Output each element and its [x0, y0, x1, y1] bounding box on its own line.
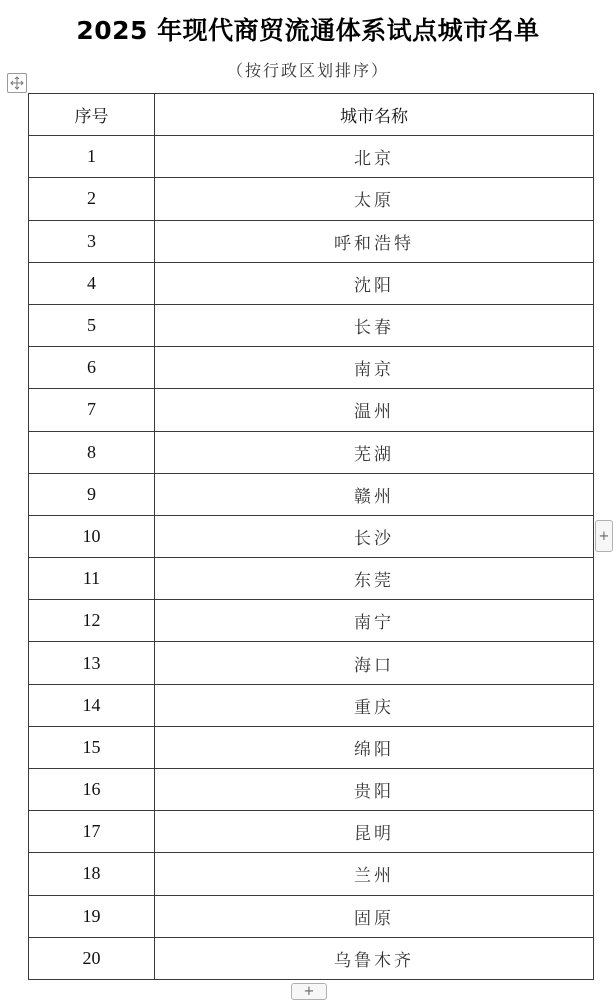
add-column-button[interactable]: +	[595, 520, 613, 552]
row-city-name: 长沙	[155, 515, 594, 557]
row-index: 15	[29, 726, 155, 768]
row-index: 1	[29, 136, 155, 178]
row-city-name: 呼和浩特	[155, 220, 594, 262]
document-subtitle: （按行政区划排序）	[226, 61, 389, 80]
row-city-name: 北京	[155, 136, 594, 178]
table-row	[29, 726, 594, 768]
row-city-name: 赣州	[155, 473, 594, 515]
row-city-name: 乌鲁木齐	[155, 937, 594, 979]
table-row	[29, 389, 594, 431]
row-city-name: 海口	[155, 642, 594, 684]
row-index: 8	[29, 431, 155, 473]
row-city-name: 兰州	[155, 853, 594, 895]
row-city-name: 绵阳	[155, 726, 594, 768]
table-row	[29, 262, 594, 304]
row-index: 14	[29, 684, 155, 726]
row-index: 10	[29, 515, 155, 557]
add-row-button[interactable]: +	[291, 983, 327, 1000]
table-row	[29, 558, 594, 600]
header-city-name: 城市名称	[155, 94, 594, 136]
row-city-name: 南京	[155, 347, 594, 389]
table-row	[29, 937, 594, 979]
table-row	[29, 178, 594, 220]
table-header-row	[29, 94, 594, 136]
row-city-name: 南宁	[155, 600, 594, 642]
table-body	[29, 136, 594, 980]
row-city-name: 重庆	[155, 684, 594, 726]
table-row	[29, 304, 594, 346]
row-city-name: 昆明	[155, 811, 594, 853]
row-index: 5	[29, 304, 155, 346]
table-row	[29, 347, 594, 389]
table-row	[29, 769, 594, 811]
row-index: 20	[29, 937, 155, 979]
table-row	[29, 431, 594, 473]
table-row	[29, 684, 594, 726]
row-city-name: 贵阳	[155, 769, 594, 811]
row-city-name: 沈阳	[155, 262, 594, 304]
row-index: 2	[29, 178, 155, 220]
row-index: 18	[29, 853, 155, 895]
row-index: 13	[29, 642, 155, 684]
header-index: 序号	[29, 94, 155, 136]
row-index: 11	[29, 558, 155, 600]
table-row	[29, 136, 594, 178]
document-title: 2025 年现代商贸流通体系试点城市名单	[76, 16, 540, 45]
row-city-name: 温州	[155, 389, 594, 431]
move-arrows-icon	[10, 76, 24, 90]
row-city-name: 东莞	[155, 558, 594, 600]
row-index: 6	[29, 347, 155, 389]
row-city-name: 芜湖	[155, 431, 594, 473]
table-row	[29, 220, 594, 262]
table-row	[29, 473, 594, 515]
row-index: 7	[29, 389, 155, 431]
table-move-handle[interactable]	[7, 73, 27, 93]
row-index: 9	[29, 473, 155, 515]
row-index: 19	[29, 895, 155, 937]
table-row	[29, 515, 594, 557]
row-city-name: 太原	[155, 178, 594, 220]
table-row	[29, 642, 594, 684]
row-city-name: 固原	[155, 895, 594, 937]
row-index: 4	[29, 262, 155, 304]
city-list-table	[28, 93, 594, 980]
table-row	[29, 853, 594, 895]
row-index: 12	[29, 600, 155, 642]
row-index: 16	[29, 769, 155, 811]
table-row	[29, 895, 594, 937]
row-index: 17	[29, 811, 155, 853]
table-row	[29, 600, 594, 642]
row-index: 3	[29, 220, 155, 262]
table-row	[29, 811, 594, 853]
row-city-name: 长春	[155, 304, 594, 346]
